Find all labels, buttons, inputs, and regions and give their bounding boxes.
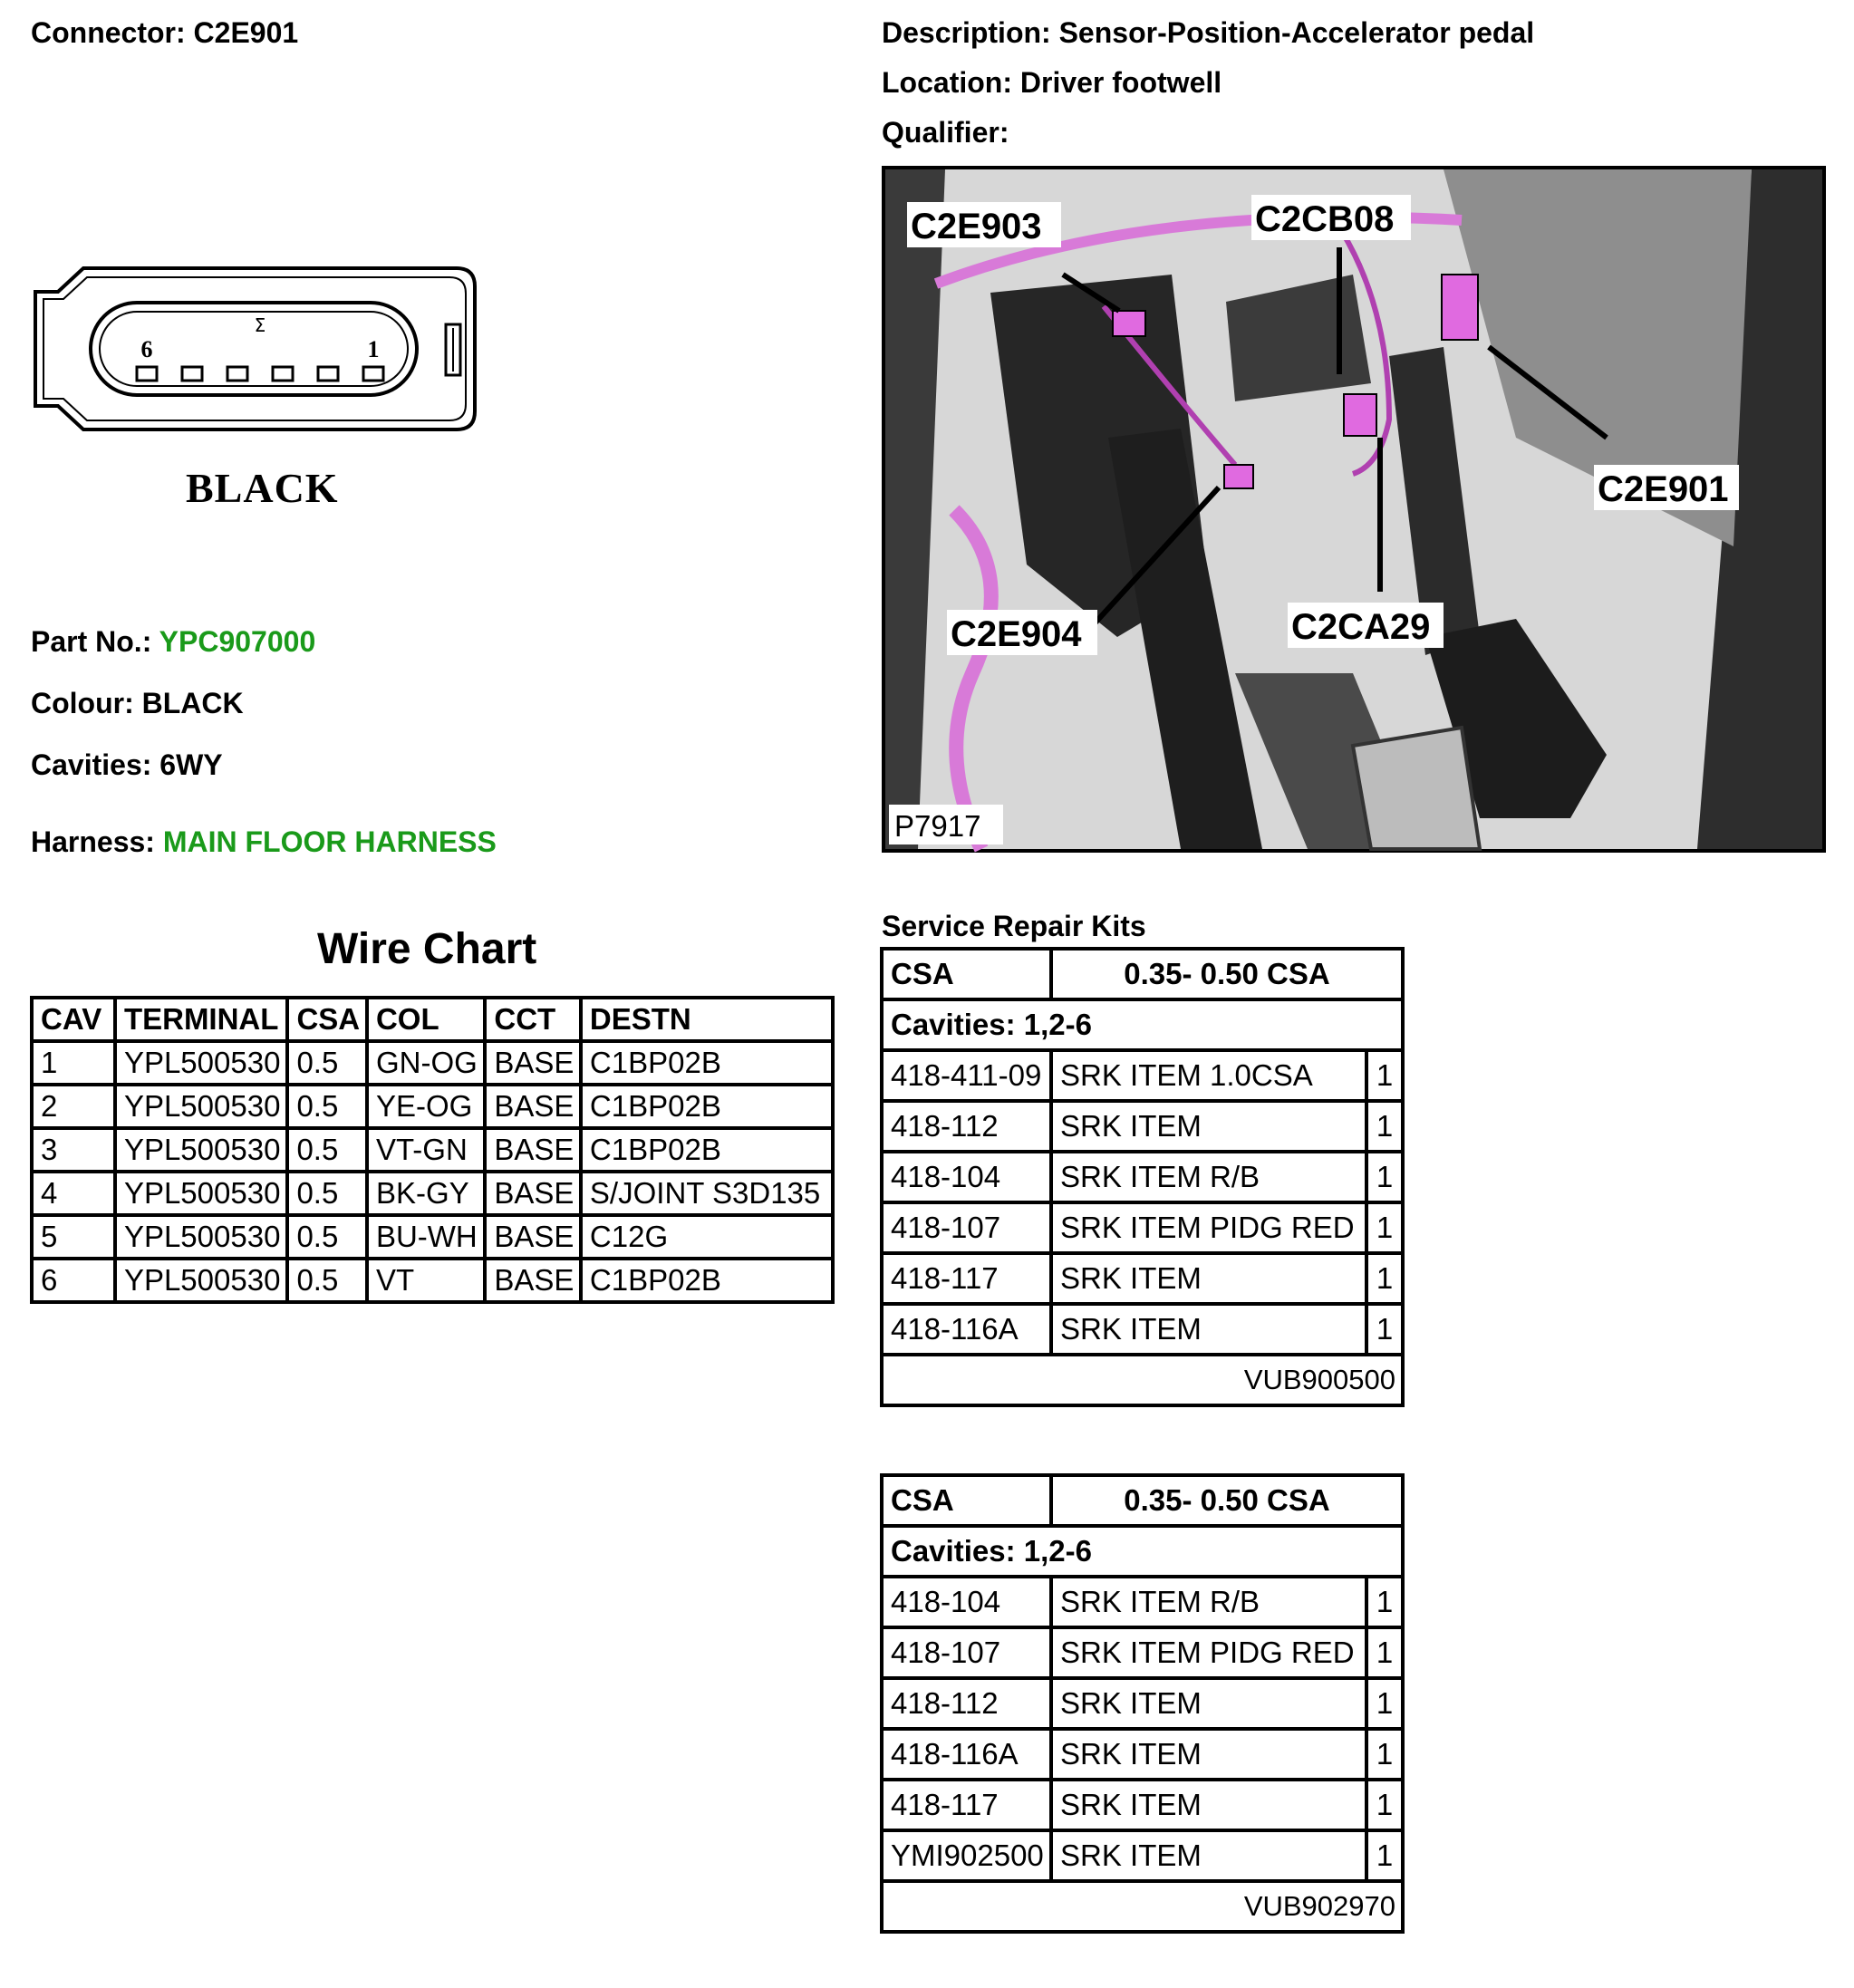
kit-item-part: 418-104: [882, 1577, 1051, 1627]
kit-number: VUB902970: [882, 1881, 1403, 1932]
colour-value: BLACK: [141, 687, 244, 719]
location-label: Location:: [882, 66, 1012, 99]
callout-c2e903: C2E903: [911, 207, 1042, 246]
kit-csa-value: 0.35- 0.50 CSA: [1051, 949, 1403, 999]
description-value: Sensor-Position-Accelerator pedal: [1058, 16, 1535, 49]
kit-item-part: 418-107: [882, 1202, 1051, 1253]
connector-id: C2E901: [193, 16, 299, 49]
kit-item-part: 418-104: [882, 1152, 1051, 1202]
pin-1-label: 1: [367, 336, 380, 362]
cell-cct: BASE: [485, 1172, 581, 1215]
col-header-cav: CAV: [32, 998, 115, 1041]
kit-csa-row: [882, 949, 1403, 999]
pin-6-label: 6: [140, 336, 153, 362]
cell-terminal: YPL500530: [115, 1041, 288, 1085]
kit-item-row: [882, 1101, 1403, 1152]
cell-csa: 0.5: [287, 1172, 367, 1215]
kit-item-qty: 1: [1366, 1577, 1403, 1627]
kit-cavities: Cavities: 1,2-6: [882, 999, 1403, 1050]
kit-item-part: 418-116A: [882, 1729, 1051, 1780]
location-value: Driver footwell: [1019, 66, 1222, 99]
kit-item-qty: 1: [1366, 1202, 1403, 1253]
cell-terminal: YPL500530: [115, 1215, 288, 1259]
qualifier-line: [882, 116, 1009, 150]
qualifier-label: Qualifier:: [882, 116, 1009, 149]
cell-csa: 0.5: [287, 1128, 367, 1172]
cell-destn: C12G: [581, 1215, 833, 1259]
kit-csa-row: [882, 1475, 1403, 1526]
kit-cavities: Cavities: 1,2-6: [882, 1526, 1403, 1577]
cell-terminal: YPL500530: [115, 1172, 288, 1215]
wire-chart-row: [32, 1172, 833, 1215]
callout-c2e904: C2E904: [951, 614, 1082, 654]
kit-item-description: SRK ITEM: [1051, 1780, 1366, 1830]
kit-item-qty: 1: [1366, 1780, 1403, 1830]
cell-cct: BASE: [485, 1085, 581, 1128]
cell-destn: C1BP02B: [581, 1041, 833, 1085]
kit-cavities-row: [882, 1526, 1403, 1577]
kit-item-row: [882, 1577, 1403, 1627]
wire-chart-row: [32, 1259, 833, 1302]
key-mark: Σ: [254, 314, 266, 336]
wire-chart-title: Wire Chart: [317, 925, 537, 973]
cell-cav: 5: [32, 1215, 115, 1259]
kit-item-qty: 1: [1366, 1830, 1403, 1881]
part-number-line: [31, 625, 315, 659]
cell-cct: BASE: [485, 1215, 581, 1259]
wire-chart-row: [32, 1085, 833, 1128]
kit-item-row: [882, 1253, 1403, 1304]
kit-item-part: 418-112: [882, 1678, 1051, 1729]
cell-terminal: YPL500530: [115, 1259, 288, 1302]
kit-item-part: 418-107: [882, 1627, 1051, 1678]
kit-item-description: SRK ITEM: [1051, 1830, 1366, 1881]
kit-number: VUB900500: [882, 1355, 1403, 1405]
wire-chart-row: [32, 1128, 833, 1172]
kit-item-description: SRK ITEM R/B: [1051, 1577, 1366, 1627]
col-header-col: COL: [367, 998, 485, 1041]
kit-item-description: SRK ITEM: [1051, 1253, 1366, 1304]
kit-cavities-row: [882, 999, 1403, 1050]
callout-c2cb08: C2CB08: [1255, 199, 1395, 239]
cell-col: VT: [367, 1259, 485, 1302]
cavities-label: Cavities:: [31, 748, 152, 781]
kit-item-description: SRK ITEM: [1051, 1678, 1366, 1729]
kit-item-qty: 1: [1366, 1050, 1403, 1101]
repair-kit-table-2: [880, 1473, 1405, 1934]
connector-label: Connector:: [31, 16, 186, 49]
cell-col: GN-OG: [367, 1041, 485, 1085]
kit-item-description: SRK ITEM: [1051, 1304, 1366, 1355]
col-header-terminal: TERMINAL: [115, 998, 288, 1041]
cell-csa: 0.5: [287, 1041, 367, 1085]
cell-cct: BASE: [485, 1259, 581, 1302]
harness-label: Harness:: [31, 825, 155, 858]
cell-col: BU-WH: [367, 1215, 485, 1259]
col-header-destn: DESTN: [581, 998, 833, 1041]
wire-chart-row: [32, 1041, 833, 1085]
cell-csa: 0.5: [287, 1259, 367, 1302]
kit-item-qty: 1: [1366, 1678, 1403, 1729]
connector-heading: [31, 16, 298, 50]
colour-label: Colour:: [31, 687, 134, 719]
cell-col: BK-GY: [367, 1172, 485, 1215]
callout-c2e901: C2E901: [1598, 469, 1729, 509]
kit-number-row: [882, 1881, 1403, 1932]
kit-item-description: SRK ITEM 1.0CSA: [1051, 1050, 1366, 1101]
repair-kit-table-1: [880, 947, 1405, 1407]
col-header-cct: CCT: [485, 998, 581, 1041]
kit-item-description: SRK ITEM PIDG RED: [1051, 1627, 1366, 1678]
kit-item-row: [882, 1678, 1403, 1729]
kit-csa-label: CSA: [882, 1475, 1051, 1526]
kit-csa-value: 0.35- 0.50 CSA: [1051, 1475, 1403, 1526]
description-line: [882, 16, 1534, 50]
cavities-value: 6WY: [159, 748, 223, 781]
cell-destn: C1BP02B: [581, 1128, 833, 1172]
kit-item-part: YMI902500: [882, 1830, 1051, 1881]
cell-csa: 0.5: [287, 1215, 367, 1259]
cell-cav: 6: [32, 1259, 115, 1302]
kit-item-row: [882, 1729, 1403, 1780]
col-header-csa: CSA: [287, 998, 367, 1041]
cell-col: YE-OG: [367, 1085, 485, 1128]
kit-item-qty: 1: [1366, 1627, 1403, 1678]
cell-cct: BASE: [485, 1041, 581, 1085]
repair-kits-title: Service Repair Kits: [882, 910, 1146, 942]
kit-item-row: [882, 1202, 1403, 1253]
kit-item-qty: 1: [1366, 1304, 1403, 1355]
connector-colour-caption: BLACK: [186, 465, 339, 511]
kit-item-part: 418-116A: [882, 1304, 1051, 1355]
part-number-link[interactable]: YPC907000: [159, 625, 316, 658]
cell-col: VT-GN: [367, 1128, 485, 1172]
cell-destn: S/JOINT S3D135: [581, 1172, 833, 1215]
cell-terminal: YPL500530: [115, 1128, 288, 1172]
harness-line: [31, 825, 497, 859]
location-photo: [882, 166, 1826, 853]
kit-item-part: 418-117: [882, 1780, 1051, 1830]
kit-item-qty: 1: [1366, 1729, 1403, 1780]
wire-chart-table: [30, 996, 835, 1304]
kit-item-description: SRK ITEM: [1051, 1729, 1366, 1780]
kit-item-description: SRK ITEM: [1051, 1101, 1366, 1152]
location-line: [882, 66, 1222, 100]
kit-item-qty: 1: [1366, 1101, 1403, 1152]
cavities-line: [31, 748, 223, 782]
part-number-label: Part No.:: [31, 625, 152, 658]
pin-cavities: [137, 367, 383, 381]
kit-csa-label: CSA: [882, 949, 1051, 999]
cell-cav: 3: [32, 1128, 115, 1172]
cell-cav: 1: [32, 1041, 115, 1085]
wire-chart-row: [32, 1215, 833, 1259]
kit-item-description: SRK ITEM PIDG RED: [1051, 1202, 1366, 1253]
kit-item-qty: 1: [1366, 1253, 1403, 1304]
figure-id: P7917: [894, 809, 981, 843]
colour-line: [31, 687, 244, 720]
cell-cct: BASE: [485, 1128, 581, 1172]
kit-item-row: [882, 1050, 1403, 1101]
kit-item-part: 418-411-09: [882, 1050, 1051, 1101]
cell-destn: C1BP02B: [581, 1259, 833, 1302]
cell-csa: 0.5: [287, 1085, 367, 1128]
wire-chart-header-row: [32, 998, 833, 1041]
cell-destn: C1BP02B: [581, 1085, 833, 1128]
kit-item-qty: 1: [1366, 1152, 1403, 1202]
kit-item-row: [882, 1304, 1403, 1355]
harness-link[interactable]: MAIN FLOOR HARNESS: [162, 825, 497, 858]
description-label: Description:: [882, 16, 1051, 49]
cell-cav: 4: [32, 1172, 115, 1215]
kit-item-row: [882, 1627, 1403, 1678]
kit-item-row: [882, 1830, 1403, 1881]
kit-item-part: 418-117: [882, 1253, 1051, 1304]
kit-item-row: [882, 1780, 1403, 1830]
kit-item-description: SRK ITEM R/B: [1051, 1152, 1366, 1202]
kit-number-row: [882, 1355, 1403, 1405]
cell-terminal: YPL500530: [115, 1085, 288, 1128]
cell-cav: 2: [32, 1085, 115, 1128]
connector-face-drawing: [31, 256, 484, 464]
kit-item-part: 418-112: [882, 1101, 1051, 1152]
kit-item-row: [882, 1152, 1403, 1202]
callout-c2ca29: C2CA29: [1291, 607, 1431, 647]
